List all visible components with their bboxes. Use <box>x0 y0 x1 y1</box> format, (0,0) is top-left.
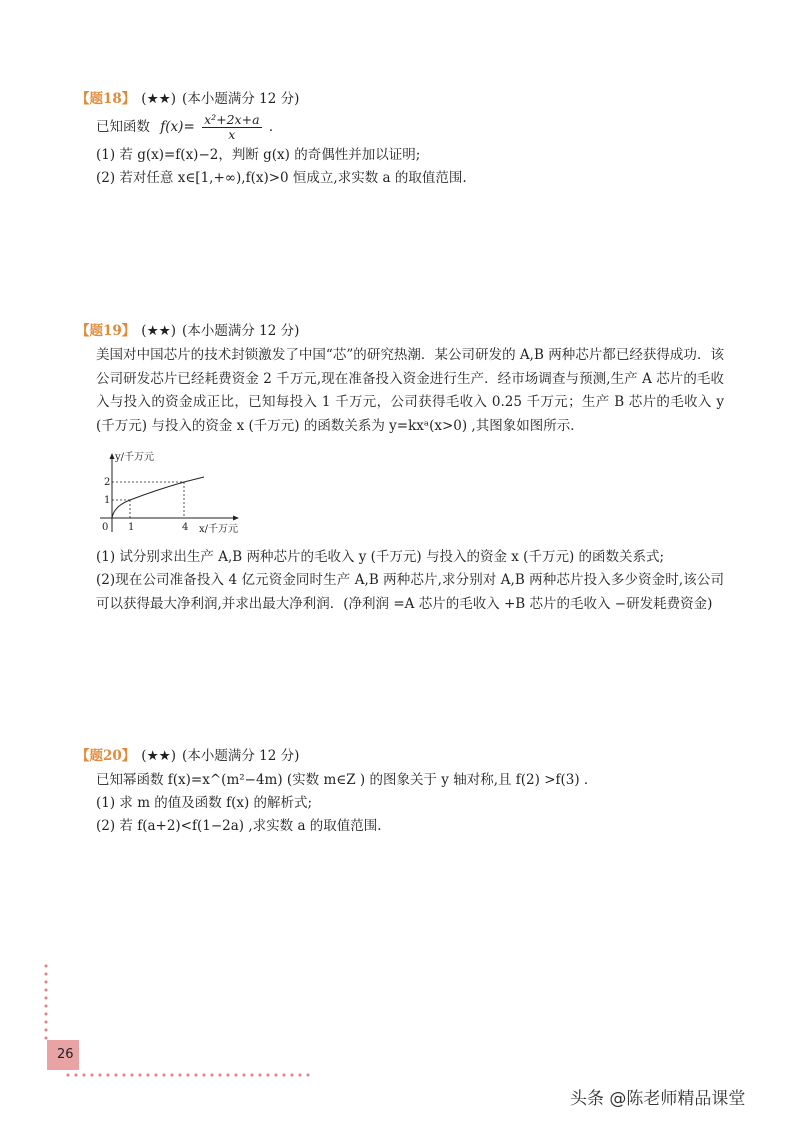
score-note: (本小题满分 12 分) <box>182 323 300 339</box>
problem-19-title <box>76 320 726 342</box>
problem-20 <box>76 745 726 845</box>
x-axis-arrow <box>233 516 239 521</box>
problem-20-q2: (2) 若 f(a+2)<f(1−2a) ,求实数 a 的取值范围. <box>96 818 382 834</box>
decorative-dotted-line-vertical <box>44 962 48 1042</box>
page-number: 26 <box>57 1047 74 1062</box>
problem-20-statement: 已知幂函数 f(x)=x^(m²−4m) (实数 m∈Z ) 的图象关于 y 轴对称,且 f(2) >f(3) ． <box>96 772 598 788</box>
difficulty-stars: (★★) <box>141 91 177 107</box>
score-note: (本小题满分 12 分) <box>182 748 300 764</box>
difficulty-stars: (★★) <box>141 748 177 764</box>
problem-20-title <box>76 745 726 767</box>
y-axis-arrow <box>110 453 115 459</box>
problem-tag: 【题20】 <box>76 748 136 764</box>
problem-18-q2: (2) 若对任意 x∈[1,+∞),f(x)>0 恒成立,求实数 a 的取值范围. <box>96 170 467 186</box>
y-axis-label: y/千万元 <box>115 452 155 463</box>
problem-19-q2: (2)现在公司准备投入 4 亿元资金同时生产 A,B 两种芯片,求分别对 A,B 两种芯片投入多少资金时,该公司可以获得最大净利润,并求出最大净利润．(净利润 =A 芯片的毛收入 +B 芯片的毛收入 −研发耗费资金) <box>96 572 724 612</box>
watermark-footer: 头条 @陈老师精品课堂 <box>570 1089 746 1109</box>
problem-20-q1: (1) 求 m 的值及函数 f(x) 的解析式; <box>96 795 313 811</box>
problem-19 <box>76 320 726 640</box>
y-tick-label: 1 <box>104 495 111 506</box>
score-note: (本小题满分 12 分) <box>182 91 300 107</box>
problem-19-q1: (1) 试分别求出生产 A,B 两种芯片的毛收入 y (千万元) 与投入的资金 x (千万元) 的函数关系式; <box>96 549 665 565</box>
decorative-dotted-line-horizontal <box>64 1073 312 1077</box>
x-tick-label: 1 <box>128 522 135 533</box>
problem-18-q1: (1) 若 g(x)=f(x)−2，判断 g(x) 的奇偶性并加以证明; <box>96 147 421 163</box>
function-curve <box>112 477 204 518</box>
problem-18 <box>76 88 726 198</box>
fraction: $\frac{\text{x²+2x+a}}{x}$ <box>204 112 260 142</box>
origin-label: 0 <box>102 522 109 533</box>
difficulty-stars: (★★) <box>141 323 177 339</box>
y-tick-label: 2 <box>104 477 111 488</box>
function-graph <box>96 450 246 536</box>
problem-19-statement: 美国对中国芯片的技术封锁激发了中国“芯”的研究热潮．某公司研发的 A,B 两种芯片都已经获得成功．该公司研发芯片已经耗费资金 2 千万元,现在准备投入资金进行生产．经市场调查与预测,生产 A 芯片的毛收入与投入的资金成正比，已知每投入 1 千万元，公司获得毛收入 0.25 千万元；生产 B 芯片的毛收入 y (千万元) 与投入的资金 x (千万元) 的函数关系为 y=kxᵃ(x>0) ,其图象如图所示． <box>96 347 724 434</box>
problem-tag: 【题19】 <box>76 323 136 339</box>
x-axis-label: x/千万元 <box>199 524 239 535</box>
problem-18-statement: 已知函数 f(x)= $\frac{\text{x²+2x+a}}{x}$ ． <box>96 112 283 142</box>
x-tick-label: 4 <box>182 522 189 533</box>
problem-18-title <box>76 88 726 110</box>
problem-tag: 【题18】 <box>76 91 136 107</box>
